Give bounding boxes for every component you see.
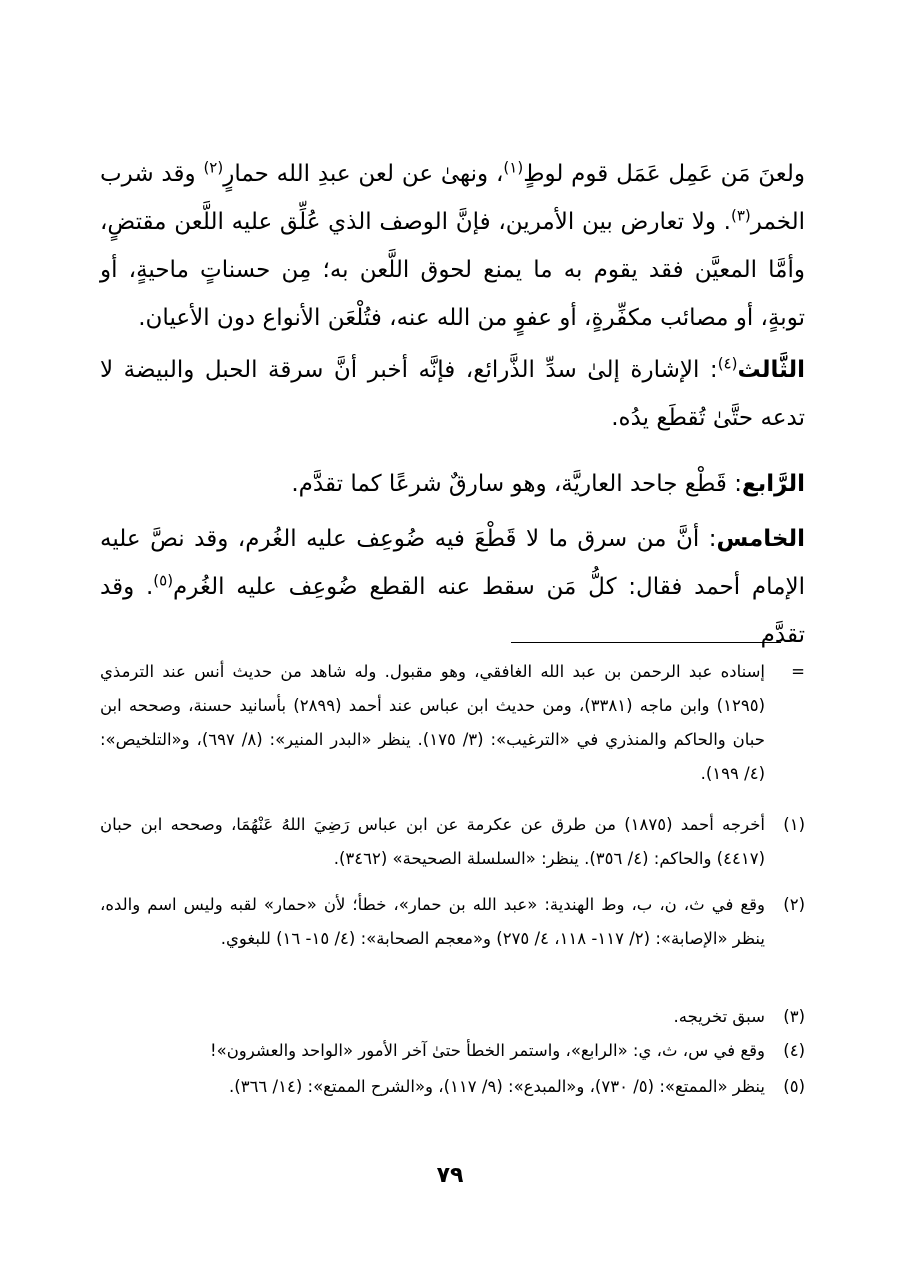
text-segment: : أنَّ من سرق ما لا قَطْعَ فيه ضُوعِف عليه الغُرم، وقد نصَّ عليه الإمام أحمد فقال: كلُّ مَن سقط عنه القطع ضُوعِف عليه الغُرم: [100, 526, 806, 600]
footnote-marker: (٢): [783, 895, 805, 914]
text-segment: وقد شرب الخمر: [100, 161, 805, 235]
paragraph-fourth: [100, 460, 805, 508]
page-number: ٧٩: [436, 1163, 464, 1188]
footnote-ref-4: (٤): [717, 354, 738, 373]
paragraph-third: [100, 346, 805, 442]
section-heading-fourth: الرَّابع: [741, 471, 805, 497]
footnote-marker: =: [791, 662, 805, 681]
footnote-text: وقع في س، ث، ي: «الرابع»، واستمر الخطأ حتىٰ آخر الأمور «الواحد والعشرون»!: [209, 1041, 765, 1060]
section-heading-fifth: الخامس: [716, 526, 805, 552]
footnote-4: [100, 1034, 805, 1068]
footnote-ref-2: (٢): [203, 158, 224, 177]
text-segment: ولعنَ مَن عَمِل عَمَل قوم لوطٍ: [523, 161, 805, 187]
footnote-ref-1: (١): [503, 158, 524, 177]
footnote-5: [100, 1070, 805, 1104]
footnote-text: أخرجه أحمد (١٨٧٥) من طرق عن عكرمة عن ابن عباس رَضِيَ اللهُ عَنْهُمَا، وصححه ابن حبان (٤٤١٧) والحاكم: (٤/ ٣٥٦). ينظر: «السلسلة الصحيحة» (٣٤٦٢).: [100, 815, 765, 868]
footnote-marker: (٤): [783, 1041, 805, 1060]
text-segment: ، ونهىٰ عن لعن عبدِ الله حمارٍ: [223, 161, 504, 187]
footnote-marker: (٣): [783, 1007, 805, 1026]
footnote-marker: (١): [783, 815, 805, 834]
section-heading-third: الثَّالث: [737, 357, 805, 383]
footnote-ref-3: (٣): [730, 206, 751, 225]
footnote-text: وقع في ث، ن، ب، وط الهندية: «عبد الله بن حمار»، خطأ؛ لأن «حمار» لقبه وليس اسم والده، ينظر «الإصابة»: (٢/ ١١٧- ١١٨، ٤/ ٢٧٥) و«معجم الصحابة»: (٤/ ١٥- ١٦) للبغوي.: [100, 895, 765, 948]
footnote-marker: (٥): [783, 1077, 805, 1096]
text-segment: : قَطْع جاحد العاريَّة، وهو سارقٌ شرعًا كما تقدَّم.: [291, 471, 742, 497]
footnote-text: إسناده عبد الرحمن بن عبد الله الغافقي، وهو مقبول. وله شاهد من حديث أنس عند الترمذي (١٢٩٥) وابن ماجه (٣٣٨١)، ومن حديث ابن عباس عند أحمد (٢٨٩٩) بأسانيد حسنة، وصححه ابن حبان والحاكم والمنذري في «الترغيب»: (٣/ ١٧٥). ينظر «البدر المنير»: (٨/ ٦٩٧)، و«التلخيص»: (٤/ ١٩٩).: [100, 662, 765, 783]
text-segment: . وقد تقدَّم: [100, 574, 805, 648]
footnote-text: ينظر «الممتع»: (٥/ ٧٣٠)، و«المبدع»: (٩/ ١١٧)، و«الشرح الممتع»: (١٤/ ٣٦٦).: [229, 1077, 765, 1096]
footnote-continuation: [100, 655, 805, 791]
footnote-separator: [511, 642, 781, 643]
footnote-2: [100, 888, 805, 956]
text-segment: . ولا تعارض بين الأمرين، فإنَّ الوصف الذي عُلِّق عليه اللَّعن مقتضٍ، وأمَّا المعيَّن فقد يقوم به ما يمنع لحوق اللَّعن به؛ مِن حسناتٍ ماحيةٍ، أو توبةٍ، أو مصائب مكفِّرةٍ، أو عفوٍ من الله عنه، فتُلْعَن الأنواع دون الأعيان.: [100, 209, 805, 331]
text-segment: : الإشارة إلىٰ سدِّ الذَّرائع، فإنَّه أخبر أنَّ سرقة الحبل والبيضة لا تدعه حتَّىٰ تُقطَع يدُه.: [100, 357, 805, 431]
footnote-ref-5: (٥): [153, 571, 174, 590]
footnote-1: [100, 808, 805, 876]
paragraph-lian: [100, 150, 805, 342]
footnote-3: [100, 1000, 805, 1034]
paragraph-fifth: [100, 515, 805, 659]
footnote-text: سبق تخريجه.: [673, 1007, 765, 1026]
